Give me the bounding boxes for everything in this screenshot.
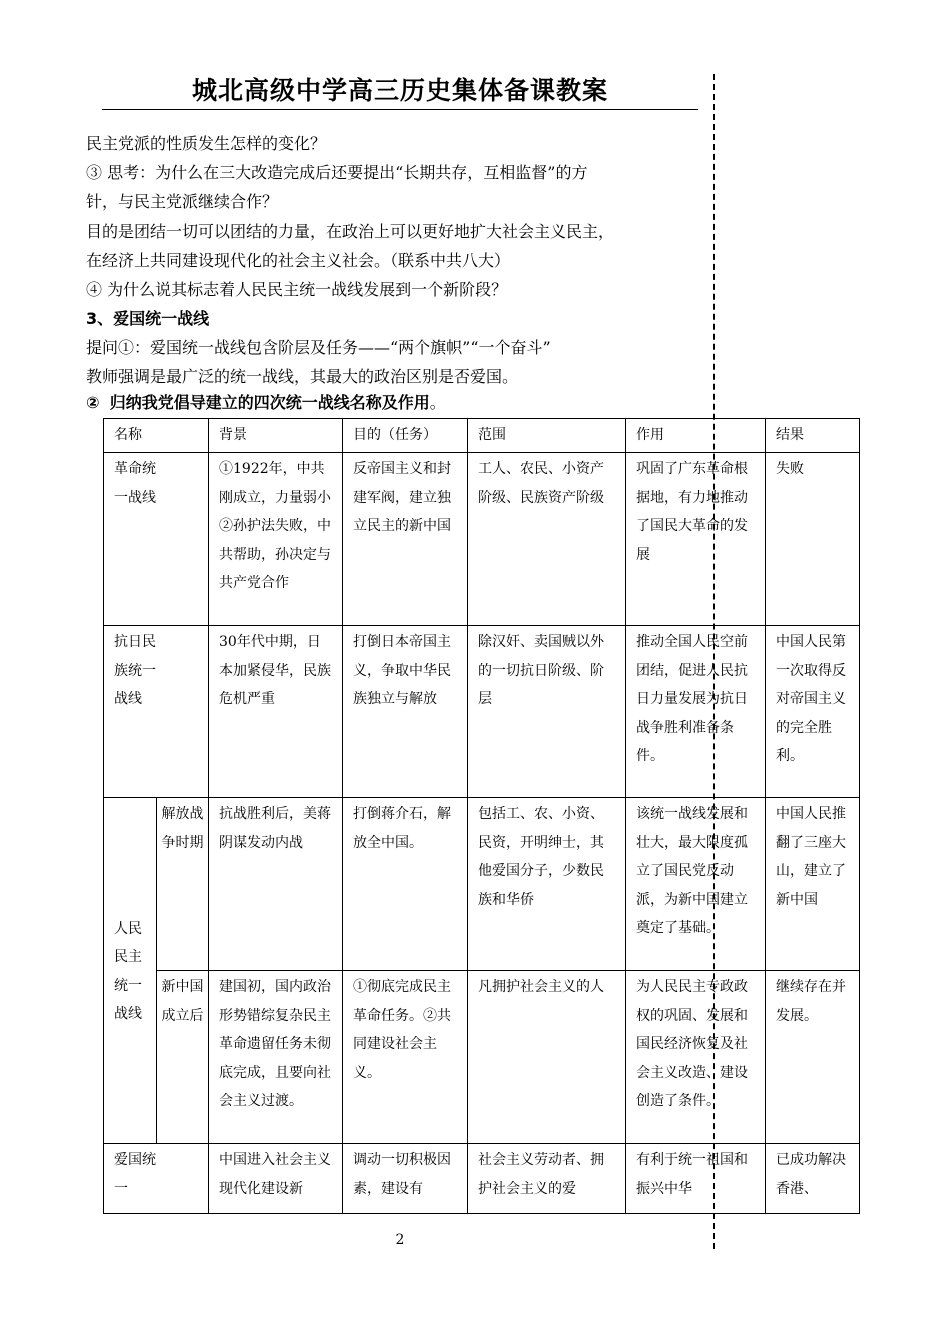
table-row — [104, 798, 860, 971]
header-scope: 范围 — [468, 419, 626, 453]
paragraph-line: 民主党派的性质发生怎样的变化？ — [86, 134, 327, 153]
cell-effect: 该统一战线发展和壮大，最大限度孤立了国民党反动派，为新中国建立奠定了基础。 — [626, 798, 766, 971]
summary-heading-text: 归纳我党倡导建立的四次统一战线名称及作用 — [109, 393, 430, 412]
cell-result: 失败 — [766, 453, 860, 626]
cell-background: 30年代中期，日本加紧侵华，民族危机严重 — [209, 626, 343, 798]
cell-scope: 除汉奸、卖国贼以外的一切抗日阶级、阶层 — [468, 626, 626, 798]
paragraph-line: 针，与民主党派继续合作？ — [86, 192, 279, 211]
cell-effect: 有利于统一祖国和振兴中华 — [626, 1144, 766, 1214]
page-number: 2 — [395, 1232, 405, 1248]
cell-scope: 凡拥护社会主义的人 — [468, 971, 626, 1144]
cell-effect: 为人民民主专政政权的巩固、发展和国民经济恢复及社会主义改造、建设创造了条件。 — [626, 971, 766, 1144]
header-result: 结果 — [766, 419, 860, 453]
summary-marker: ② — [86, 393, 100, 412]
cell-effect: 巩固了广东革命根据地，有力地推动了国民大革命的发展 — [626, 453, 766, 626]
prompt-line: 提问①：爱国统一战线包含阶层及任务——“两个旗帜”“一个奋斗” — [86, 338, 551, 357]
cell-background: 抗战胜利后，美蒋阴谋发动内战 — [209, 798, 343, 971]
table-row — [104, 971, 860, 1144]
cell-background: ①1922年，中共刚成立，力量弱小②孙护法失败，中共帮助，孙决定与共产党合作 — [209, 453, 343, 626]
paragraph-line: 在经济上共同建设现代化的社会主义社会。（联系中共八大） — [86, 251, 511, 270]
header-name: 名称 — [104, 419, 209, 453]
cell-purpose: 打倒日本帝国主义，争取中华民族独立与解放 — [343, 626, 468, 798]
cell-result: 中国人民推翻了三座大山，建立了新中国 — [766, 798, 860, 971]
paragraph-line: ③ 思考：为什么在三大改造完成后还要提出“长期共存，互相监督”的方 — [86, 163, 588, 182]
cell-purpose: 打倒蒋介石，解放全中国。 — [343, 798, 468, 971]
cell-result: 中国人民第一次取得反对帝国主义的完全胜利。 — [766, 626, 860, 798]
summary-heading — [86, 393, 446, 413]
cell-period: 新中国成立后 — [157, 971, 209, 1144]
cell-background: 建国初，国内政治形势错综复杂民主革命遗留任务未彻底完成，且要向社会主义过渡。 — [209, 971, 343, 1144]
cell-purpose: 反帝国主义和封建军阀，建立独立民主的新中国 — [343, 453, 468, 626]
cell-name: 革命统一战线 — [104, 453, 209, 626]
title-underline — [102, 109, 698, 110]
cell-scope: 包括工、农、小资、民资，开明绅士，其他爱国分子，少数民族和华侨 — [468, 798, 626, 971]
cell-scope: 工人、农民、小资产阶级、民族资产阶级 — [468, 453, 626, 626]
cell-name: 抗日民族统一战线 — [104, 626, 209, 798]
cell-scope: 社会主义劳动者、拥护社会主义的爱 — [468, 1144, 626, 1214]
cell-result: 已成功解决香港、 — [766, 1144, 860, 1214]
header-purpose: 目的（任务） — [343, 419, 468, 453]
page-title: 城北高级中学高三历史集体备课教案 — [191, 76, 608, 105]
cell-period: 解放战争时期 — [157, 798, 209, 971]
cell-name: 爱国统一 — [104, 1144, 209, 1214]
cell-purpose: 调动一切积极因素，建设有 — [343, 1144, 468, 1214]
prompt-line: 教师强调是最广泛的统一战线，其最大的政治区别是否爱国。 — [86, 367, 519, 386]
cell-effect: 推动全国人民空前团结，促进人民抗日力量发展为抗日战争胜利准备条件。 — [626, 626, 766, 798]
table-header-row — [104, 419, 860, 453]
header-background: 背景 — [209, 419, 343, 453]
summary-heading-tail: 。 — [429, 393, 446, 412]
paragraph-line: 目的是团结一切可以团结的力量，在政治上可以更好地扩大社会主义民主， — [86, 222, 615, 241]
cell-name: 人民民主统一战线 — [104, 798, 157, 1144]
united-front-table — [103, 418, 860, 1214]
cell-purpose: ①彻底完成民主革命任务。②共同建设社会主义。 — [343, 971, 468, 1144]
cell-result: 继续存在并发展。 — [766, 971, 860, 1144]
cell-background: 中国进入社会主义现代化建设新 — [209, 1144, 343, 1214]
table-row — [104, 1144, 860, 1214]
section-heading: 3、爱国统一战线 — [86, 309, 210, 328]
paragraph-line: ④ 为什么说其标志着人民民主统一战线发展到一个新阶段？ — [86, 280, 508, 299]
table-row — [104, 453, 860, 626]
header-effect: 作用 — [626, 419, 766, 453]
table-row — [104, 626, 860, 798]
